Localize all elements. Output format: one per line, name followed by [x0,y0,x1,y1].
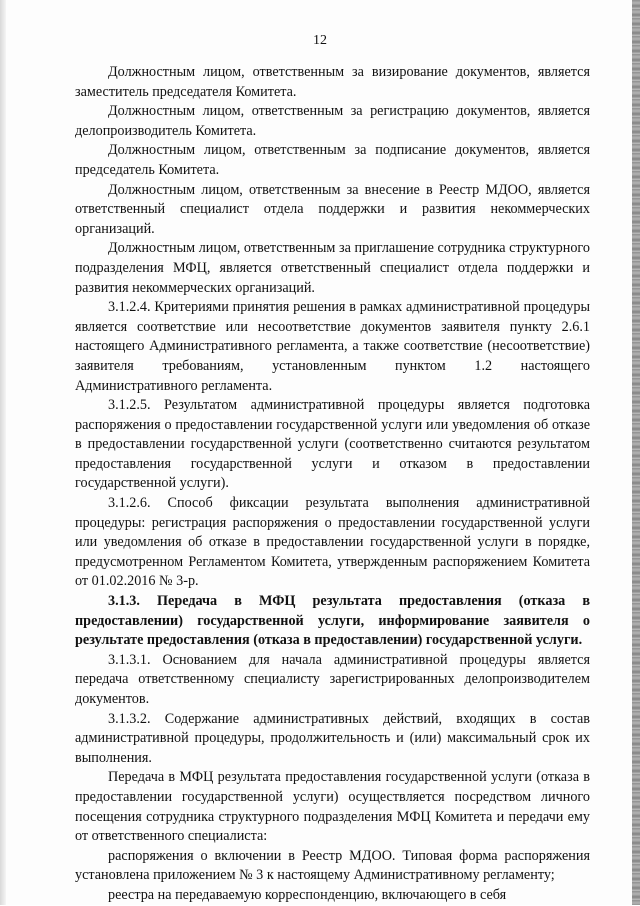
scan-edge-right [632,0,640,905]
paragraph-3-1-2-4: 3.1.2.4. Критериями принятия решения в рамках административной процедуры является соответствие или несоответствие документов заявителя пункту 2.6.1 настоящего Административного регламента, а также соответствие (несоответствие) заявителя требованиям, установленным пунктом 1.2 настоящего Административного регламента. [75,299,590,394]
paragraph-3-1-3-1: 3.1.3.1. Основанием для начала административной процедуры является передача ответственному специалисту зарегистрированных делопроизводителем документов. [75,651,590,707]
paragraph-vnesenie-v-reestr: Должностным лицом, ответственным за внесение в Реестр МДОО, является ответственный специалист отдела поддержки и развития некоммерческих организаций. [75,181,590,237]
scan-edge-left [0,0,6,905]
paragraph-3-1-3-2: 3.1.3.2. Содержание административных действий, входящих в состав административной процедуры, продолжительность и (или) максимальный срок их выполнения. [75,710,590,766]
paragraph-priglashenie: Должностным лицом, ответственным за приглашение сотрудника структурного подразделения МФЦ, является ответственный специалист отдела поддержки и развития некоммерческих организаций. [75,240,590,296]
page-number: 12 [313,33,327,48]
paragraph-peredacha: Передача в МФЦ результата предоставления государственной услуги (отказа в предоставлении государственной услуги) осуществляется посредством личного посещения сотрудника структурного подразделения МФЦ Комитета и передачи ему от ответственного специалиста: [75,769,590,845]
paragraph-registraciya: Должностным лицом, ответственным за регистрацию документов, является делопроизводитель Комитета. [75,103,590,139]
document-body [75,63,590,906]
paragraph-3-1-2-5: 3.1.2.5. Результатом административной процедуры является подготовка распоряжения о предоставлении государственной услуги или уведомления об отказе в предоставлении государственной услуги (соответственно считаются результатом предоставления государственной услуги и отказом в предоставлении государственной услуги). [75,397,590,492]
paragraph-vizirovanie: Должностным лицом, ответственным за визирование документов, является заместитель председателя Комитета. [75,64,590,100]
paragraph-podpisanie: Должностным лицом, ответственным за подписание документов, является председатель Комитета. [75,142,590,178]
section-heading-3-1-3: 3.1.3. Передача в МФЦ результата предоставления (отказа в предоставлении) государственной услуги, информирование заявителя о результате предоставления (отказа в предоставлении) государственной услуги. [75,593,590,649]
paragraph-rasporyazheniya: распоряжения о включении в Реестр МДОО. Типовая форма распоряжения установлена приложением № 3 к настоящему Административному регламенту; [75,847,590,884]
paragraph-reestra: реестра на передаваемую корреспонденцию, включающего в себя [108,886,507,903]
paragraph-3-1-2-6: 3.1.2.6. Способ фиксации результата выполнения административной процедуры: регистрация распоряжения о предоставлении государственной услуги или уведомления об отказе в предоставлении государственной услуги в порядке, предусмотренном Регламентом Комитета, утвержденным распоряжением Комитета от 01.02.2016 № 3-р. [75,495,590,590]
